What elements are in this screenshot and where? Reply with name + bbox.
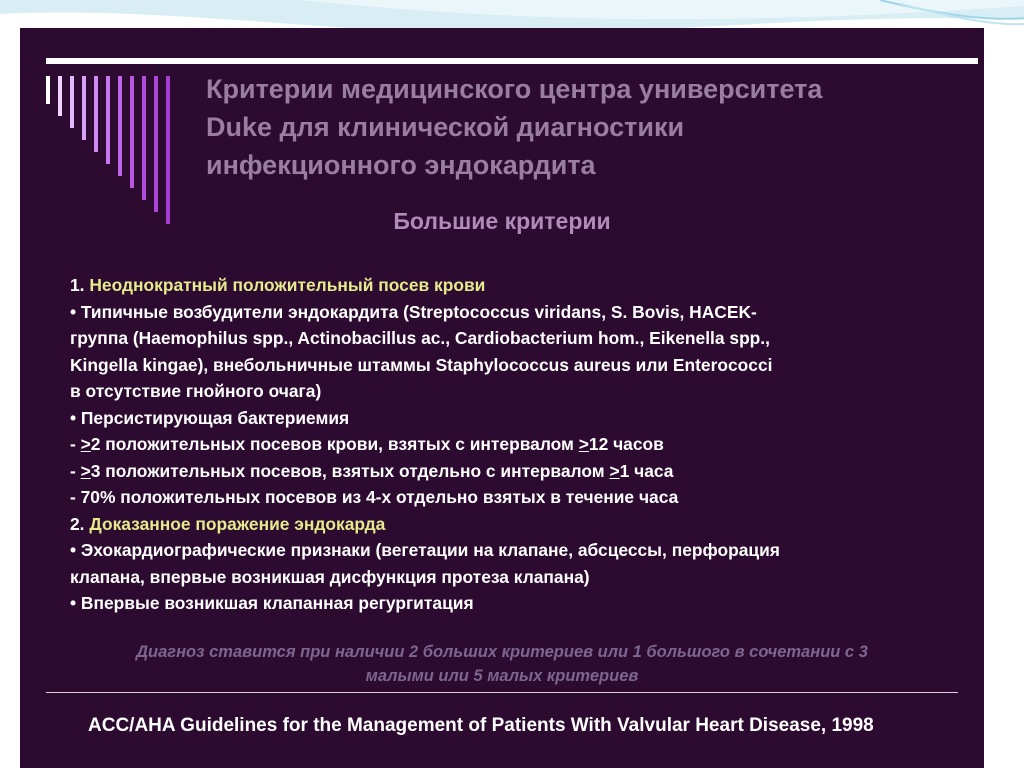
bullet-line: группа (Haemophilus spp., Actinobacillus ac., Cardiobacterium hom., Eikenella spp., (70, 328, 770, 348)
top-rule (46, 58, 978, 64)
dash-text: 1 часа (619, 460, 674, 481)
bullet-line: • Эхокардиографические признаки (вегетации на клапане, абсцессы, перфорация (70, 540, 780, 560)
slide-title (206, 70, 946, 184)
criterion-number: 2. (70, 513, 90, 534)
bullet-line: в отсутствие гнойного очага) (70, 381, 322, 401)
criterion-number: 1. (70, 275, 90, 295)
bullet-line: • Типичные возбудители эндокардита (Streptococcus viridans, S. Bovis, HACEK- (70, 301, 757, 322)
slide-panel (20, 28, 984, 768)
bullet-line: Kingella kingae), внебольничные штаммы Staphylococcus aureus или Enterococci (70, 354, 773, 375)
dash-line: - 70% положительных посевов из 4-х отдельно взятых в течение часа (70, 487, 679, 507)
gte-sign: > (609, 460, 620, 481)
dash-text: 2 положительных посевов крови, взятых с интервалом (90, 434, 579, 454)
dash-text: 12 часов (588, 434, 664, 454)
gte-sign: > (80, 460, 91, 481)
dash-prefix: - (70, 434, 81, 454)
title-line: Критерии медицинского центра университета (206, 74, 823, 104)
note-line: Диагноз ставится при наличии 2 больших критериев или 1 большого в сочетании с 3 (136, 643, 868, 661)
decorative-stripes (44, 76, 184, 228)
dash-line (70, 458, 970, 485)
dash-line (70, 431, 970, 458)
gte-sign: > (80, 434, 91, 454)
dash-prefix: - (70, 460, 81, 481)
diagnosis-note (60, 640, 944, 688)
criterion-heading (70, 511, 970, 538)
bullet-line: • Впервые возникшая клапанная регургитация (70, 593, 474, 613)
criterion-heading (70, 272, 970, 299)
title-line: инфекционного эндокардита (206, 150, 596, 180)
criterion-title: Доказанное поражение эндокарда (89, 513, 386, 534)
criterion-title: Неоднократный положительный посев крови (89, 275, 486, 295)
bullet-line: • Персистирующая бактериемия (70, 407, 350, 428)
criteria-list (70, 272, 970, 617)
bottom-rule (46, 692, 958, 693)
reference-citation: ACC/AHA Guidelines for the Management of Patients With Valvular Heart Disease, 1998 (88, 715, 874, 736)
bullet-line: клапана, впервые возникшая дисфункция протеза клапана) (70, 566, 590, 587)
gte-sign: > (578, 434, 589, 454)
title-line: Duke для клинической диагностики (206, 112, 685, 142)
dash-text: 3 положительных посевов, взятых отдельно с интервалом (90, 460, 610, 481)
section-subtitle: Большие критерии (393, 208, 611, 234)
note-line: малыми или 5 малых критериев (365, 667, 639, 685)
